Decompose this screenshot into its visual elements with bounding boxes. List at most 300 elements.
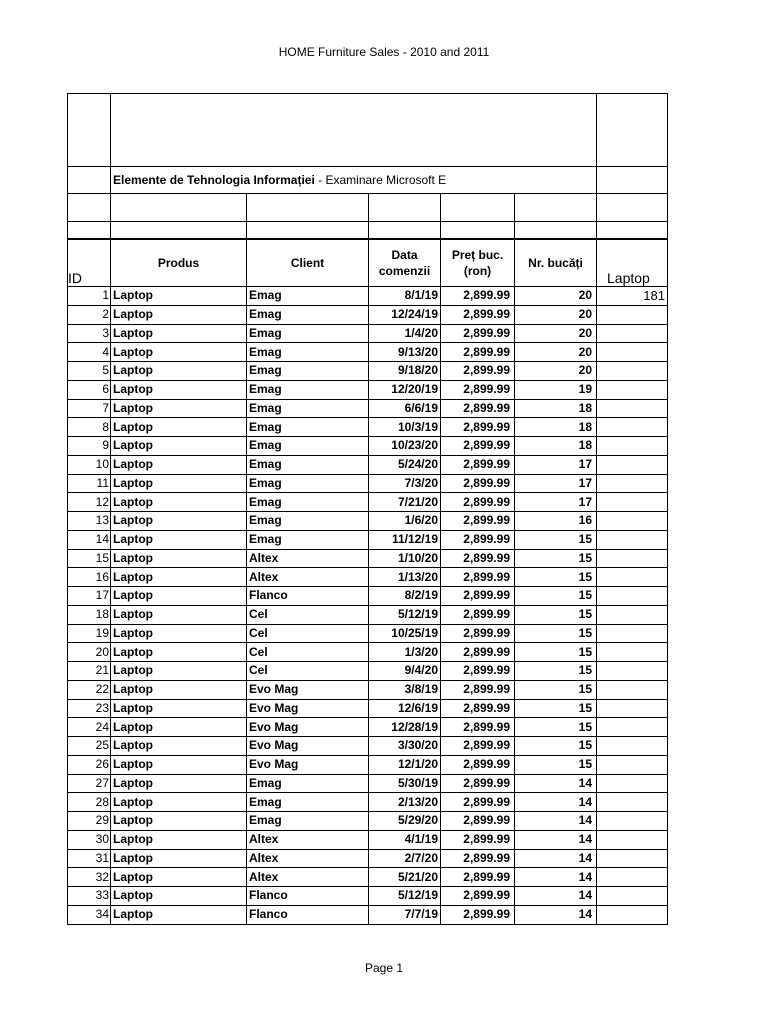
row-product: Laptop xyxy=(111,812,247,831)
row-product: Laptop xyxy=(111,530,247,549)
row-qty: 17 xyxy=(515,474,597,493)
row-extra xyxy=(597,530,668,549)
row-id: 23 xyxy=(68,699,111,718)
row-client: Emag xyxy=(247,305,369,324)
row-client: Evo Mag xyxy=(247,718,369,737)
row-qty: 15 xyxy=(515,530,597,549)
row-client: Cel xyxy=(247,624,369,643)
row-date: 11/12/19 xyxy=(369,530,441,549)
row-extra xyxy=(597,399,668,418)
table-row xyxy=(68,418,668,437)
row-id: 17 xyxy=(68,587,111,606)
row-extra: 181 xyxy=(597,287,668,306)
row-qty: 14 xyxy=(515,830,597,849)
column-header-client: Client xyxy=(247,239,369,287)
row-extra xyxy=(597,362,668,381)
table-row xyxy=(68,605,668,624)
row-client: Altex xyxy=(247,849,369,868)
row-date: 5/12/19 xyxy=(369,887,441,906)
row-client: Cel xyxy=(247,605,369,624)
row-qty: 14 xyxy=(515,774,597,793)
row-client: Flanco xyxy=(247,587,369,606)
row-id: 21 xyxy=(68,662,111,681)
row-price: 2,899.99 xyxy=(441,699,515,718)
row-price: 2,899.99 xyxy=(441,812,515,831)
cell xyxy=(111,222,247,239)
table-row xyxy=(68,343,668,362)
row-extra xyxy=(597,905,668,924)
row-qty: 14 xyxy=(515,905,597,924)
cell xyxy=(247,222,369,239)
row-product: Laptop xyxy=(111,455,247,474)
row-id: 14 xyxy=(68,530,111,549)
table-row xyxy=(68,568,668,587)
row-date: 3/30/20 xyxy=(369,737,441,756)
row-price: 2,899.99 xyxy=(441,343,515,362)
row-product: Laptop xyxy=(111,324,247,343)
row-extra xyxy=(597,343,668,362)
row-date: 9/13/20 xyxy=(369,343,441,362)
table-row xyxy=(68,587,668,606)
row-price: 2,899.99 xyxy=(441,868,515,887)
row-product: Laptop xyxy=(111,887,247,906)
row-client: Emag xyxy=(247,418,369,437)
row-product: Laptop xyxy=(111,287,247,306)
row-date: 7/21/20 xyxy=(369,493,441,512)
row-qty: 18 xyxy=(515,399,597,418)
row-id: 29 xyxy=(68,812,111,831)
row-date: 10/25/19 xyxy=(369,624,441,643)
cell xyxy=(597,194,668,222)
row-date: 8/1/19 xyxy=(369,287,441,306)
row-client: Altex xyxy=(247,568,369,587)
table-row xyxy=(68,380,668,399)
row-extra xyxy=(597,643,668,662)
table-row xyxy=(68,774,668,793)
row-date: 5/24/20 xyxy=(369,455,441,474)
row-product: Laptop xyxy=(111,774,247,793)
row-id: 8 xyxy=(68,418,111,437)
row-price: 2,899.99 xyxy=(441,399,515,418)
row-extra xyxy=(597,512,668,531)
page-footer: Page 1 xyxy=(364,961,404,975)
row-id: 18 xyxy=(68,605,111,624)
row-client: Flanco xyxy=(247,905,369,924)
row-extra xyxy=(597,305,668,324)
cell xyxy=(68,222,111,239)
row-id: 12 xyxy=(68,493,111,512)
row-extra xyxy=(597,605,668,624)
row-price: 2,899.99 xyxy=(441,718,515,737)
cell xyxy=(597,167,668,194)
row-price: 2,899.99 xyxy=(441,380,515,399)
table-row xyxy=(68,512,668,531)
table-row xyxy=(68,437,668,456)
row-price: 2,899.99 xyxy=(441,437,515,456)
row-qty: 14 xyxy=(515,793,597,812)
row-extra xyxy=(597,324,668,343)
row-product: Laptop xyxy=(111,399,247,418)
row-product: Laptop xyxy=(111,343,247,362)
row-client: Evo Mag xyxy=(247,699,369,718)
row-date: 4/1/19 xyxy=(369,830,441,849)
row-product: Laptop xyxy=(111,905,247,924)
row-date: 1/3/20 xyxy=(369,643,441,662)
row-date: 8/2/19 xyxy=(369,587,441,606)
row-client: Emag xyxy=(247,474,369,493)
row-product: Laptop xyxy=(111,380,247,399)
row-price: 2,899.99 xyxy=(441,549,515,568)
row-qty: 15 xyxy=(515,699,597,718)
table-row xyxy=(68,849,668,868)
row-id: 7 xyxy=(68,399,111,418)
row-product: Laptop xyxy=(111,587,247,606)
row-extra xyxy=(597,830,668,849)
row-product: Laptop xyxy=(111,699,247,718)
row-extra xyxy=(597,380,668,399)
row-product: Laptop xyxy=(111,737,247,756)
cell xyxy=(111,194,247,222)
row-id: 6 xyxy=(68,380,111,399)
cell xyxy=(68,167,111,194)
row-extra xyxy=(597,793,668,812)
row-qty: 20 xyxy=(515,362,597,381)
row-qty: 14 xyxy=(515,887,597,906)
row-client: Emag xyxy=(247,380,369,399)
row-qty: 15 xyxy=(515,568,597,587)
row-product: Laptop xyxy=(111,718,247,737)
row-extra xyxy=(597,474,668,493)
row-price: 2,899.99 xyxy=(441,493,515,512)
row-qty: 20 xyxy=(515,324,597,343)
row-extra xyxy=(597,755,668,774)
row-client: Evo Mag xyxy=(247,737,369,756)
row-extra xyxy=(597,887,668,906)
row-client: Evo Mag xyxy=(247,680,369,699)
row-client: Altex xyxy=(247,549,369,568)
row-price: 2,899.99 xyxy=(441,793,515,812)
row-qty: 15 xyxy=(515,662,597,681)
table-row xyxy=(68,662,668,681)
column-header-product: Produs xyxy=(111,239,247,287)
row-client: Flanco xyxy=(247,887,369,906)
blank-row xyxy=(68,222,668,239)
row-id: 2 xyxy=(68,305,111,324)
row-id: 24 xyxy=(68,718,111,737)
table-row xyxy=(68,868,668,887)
row-qty: 15 xyxy=(515,624,597,643)
row-extra xyxy=(597,737,668,756)
row-extra xyxy=(597,662,668,681)
title-bold-part: Elemente de Tehnologia Informației xyxy=(113,172,315,187)
row-client: Emag xyxy=(247,362,369,381)
table-row xyxy=(68,793,668,812)
row-qty: 15 xyxy=(515,587,597,606)
row-qty: 20 xyxy=(515,287,597,306)
title-rest-part: - Examinare Microsoft E xyxy=(314,172,447,187)
row-qty: 14 xyxy=(515,812,597,831)
row-id: 27 xyxy=(68,774,111,793)
table-row xyxy=(68,830,668,849)
row-client: Evo Mag xyxy=(247,755,369,774)
row-product: Laptop xyxy=(111,830,247,849)
row-qty: 14 xyxy=(515,849,597,868)
column-header-price: Preț buc. (ron) xyxy=(441,239,515,287)
row-client: Emag xyxy=(247,530,369,549)
row-price: 2,899.99 xyxy=(441,287,515,306)
row-client: Emag xyxy=(247,512,369,531)
cell xyxy=(597,222,668,239)
row-date: 7/7/19 xyxy=(369,905,441,924)
row-date: 1/13/20 xyxy=(369,568,441,587)
row-date: 12/28/19 xyxy=(369,718,441,737)
row-client: Emag xyxy=(247,343,369,362)
row-price: 2,899.99 xyxy=(441,737,515,756)
row-product: Laptop xyxy=(111,568,247,587)
row-price: 2,899.99 xyxy=(441,418,515,437)
blank-row xyxy=(68,194,668,222)
row-qty: 15 xyxy=(515,605,597,624)
title-row xyxy=(68,167,668,194)
table-row xyxy=(68,549,668,568)
row-extra xyxy=(597,493,668,512)
row-id: 10 xyxy=(68,455,111,474)
row-client: Emag xyxy=(247,324,369,343)
row-extra xyxy=(597,418,668,437)
row-qty: 15 xyxy=(515,755,597,774)
row-id: 15 xyxy=(68,549,111,568)
row-extra xyxy=(597,868,668,887)
row-id: 4 xyxy=(68,343,111,362)
row-date: 5/12/19 xyxy=(369,605,441,624)
row-client: Cel xyxy=(247,662,369,681)
row-price: 2,899.99 xyxy=(441,568,515,587)
row-date: 12/6/19 xyxy=(369,699,441,718)
table-row xyxy=(68,624,668,643)
row-price: 2,899.99 xyxy=(441,455,515,474)
row-date: 5/29/20 xyxy=(369,812,441,831)
row-id: 9 xyxy=(68,437,111,456)
row-price: 2,899.99 xyxy=(441,624,515,643)
row-client: Altex xyxy=(247,830,369,849)
row-id: 30 xyxy=(68,830,111,849)
row-product: Laptop xyxy=(111,512,247,531)
row-date: 1/10/20 xyxy=(369,549,441,568)
row-date: 12/20/19 xyxy=(369,380,441,399)
row-id: 16 xyxy=(68,568,111,587)
table-row xyxy=(68,812,668,831)
row-extra xyxy=(597,587,668,606)
row-product: Laptop xyxy=(111,793,247,812)
spreadsheet xyxy=(67,93,667,922)
table-row xyxy=(68,455,668,474)
row-product: Laptop xyxy=(111,624,247,643)
row-product: Laptop xyxy=(111,549,247,568)
row-client: Emag xyxy=(247,493,369,512)
table-row xyxy=(68,399,668,418)
table-row xyxy=(68,530,668,549)
table-row xyxy=(68,718,668,737)
row-product: Laptop xyxy=(111,643,247,662)
row-price: 2,899.99 xyxy=(441,305,515,324)
column-header-extra: Laptop xyxy=(597,239,668,287)
row-date: 1/4/20 xyxy=(369,324,441,343)
table-row xyxy=(68,362,668,381)
row-qty: 15 xyxy=(515,643,597,662)
row-product: Laptop xyxy=(111,755,247,774)
row-qty: 18 xyxy=(515,418,597,437)
row-client: Emag xyxy=(247,287,369,306)
row-price: 2,899.99 xyxy=(441,774,515,793)
row-extra xyxy=(597,568,668,587)
row-client: Emag xyxy=(247,437,369,456)
cell xyxy=(441,194,515,222)
table-row xyxy=(68,887,668,906)
table-row xyxy=(68,643,668,662)
row-date: 5/30/19 xyxy=(369,774,441,793)
row-product: Laptop xyxy=(111,474,247,493)
row-qty: 15 xyxy=(515,737,597,756)
row-id: 3 xyxy=(68,324,111,343)
row-product: Laptop xyxy=(111,362,247,381)
column-header-row xyxy=(68,239,668,287)
row-date: 5/21/20 xyxy=(369,868,441,887)
sales-table xyxy=(67,93,668,925)
row-price: 2,899.99 xyxy=(441,755,515,774)
row-id: 26 xyxy=(68,755,111,774)
row-qty: 20 xyxy=(515,343,597,362)
row-product: Laptop xyxy=(111,605,247,624)
column-header-id: ID xyxy=(68,239,111,287)
row-date: 2/7/20 xyxy=(369,849,441,868)
row-id: 5 xyxy=(68,362,111,381)
row-date: 12/24/19 xyxy=(369,305,441,324)
row-date: 10/23/20 xyxy=(369,437,441,456)
row-extra xyxy=(597,718,668,737)
row-date: 10/3/19 xyxy=(369,418,441,437)
row-product: Laptop xyxy=(111,849,247,868)
row-date: 12/1/20 xyxy=(369,755,441,774)
cell xyxy=(247,194,369,222)
row-id: 20 xyxy=(68,643,111,662)
row-price: 2,899.99 xyxy=(441,512,515,531)
row-price: 2,899.99 xyxy=(441,605,515,624)
page-header: HOME Furniture Sales - 2010 and 2011 xyxy=(278,45,490,59)
row-date: 7/3/20 xyxy=(369,474,441,493)
row-price: 2,899.99 xyxy=(441,680,515,699)
row-client: Emag xyxy=(247,455,369,474)
cell xyxy=(369,194,441,222)
sheet-title xyxy=(111,167,597,194)
row-price: 2,899.99 xyxy=(441,662,515,681)
row-extra xyxy=(597,437,668,456)
table-row xyxy=(68,305,668,324)
row-client: Emag xyxy=(247,399,369,418)
row-id: 32 xyxy=(68,868,111,887)
row-qty: 17 xyxy=(515,455,597,474)
row-price: 2,899.99 xyxy=(441,362,515,381)
row-product: Laptop xyxy=(111,437,247,456)
row-qty: 17 xyxy=(515,493,597,512)
row-extra xyxy=(597,455,668,474)
row-price: 2,899.99 xyxy=(441,474,515,493)
table-row xyxy=(68,755,668,774)
row-qty: 14 xyxy=(515,868,597,887)
cell xyxy=(111,94,597,167)
column-header-qty: Nr. bucăți xyxy=(515,239,597,287)
row-price: 2,899.99 xyxy=(441,905,515,924)
row-qty: 15 xyxy=(515,549,597,568)
cell xyxy=(515,194,597,222)
row-product: Laptop xyxy=(111,868,247,887)
row-price: 2,899.99 xyxy=(441,643,515,662)
row-qty: 18 xyxy=(515,437,597,456)
table-row xyxy=(68,680,668,699)
table-row xyxy=(68,699,668,718)
row-client: Emag xyxy=(247,812,369,831)
row-client: Altex xyxy=(247,868,369,887)
row-extra xyxy=(597,849,668,868)
row-product: Laptop xyxy=(111,662,247,681)
table-row xyxy=(68,493,668,512)
row-id: 34 xyxy=(68,905,111,924)
cell xyxy=(369,222,441,239)
row-product: Laptop xyxy=(111,418,247,437)
row-id: 31 xyxy=(68,849,111,868)
row-id: 28 xyxy=(68,793,111,812)
row-client: Cel xyxy=(247,643,369,662)
table-row xyxy=(68,737,668,756)
row-extra xyxy=(597,812,668,831)
row-qty: 15 xyxy=(515,680,597,699)
row-id: 11 xyxy=(68,474,111,493)
row-extra xyxy=(597,774,668,793)
row-product: Laptop xyxy=(111,493,247,512)
table-row xyxy=(68,324,668,343)
row-id: 1 xyxy=(68,287,111,306)
row-client: Emag xyxy=(247,793,369,812)
row-price: 2,899.99 xyxy=(441,830,515,849)
row-date: 2/13/20 xyxy=(369,793,441,812)
row-price: 2,899.99 xyxy=(441,324,515,343)
row-qty: 16 xyxy=(515,512,597,531)
row-id: 22 xyxy=(68,680,111,699)
cell xyxy=(597,94,668,167)
cell xyxy=(68,94,111,167)
cell xyxy=(68,194,111,222)
row-price: 2,899.99 xyxy=(441,849,515,868)
table-row xyxy=(68,905,668,924)
row-date: 6/6/19 xyxy=(369,399,441,418)
row-qty: 20 xyxy=(515,305,597,324)
row-extra xyxy=(597,699,668,718)
row-id: 33 xyxy=(68,887,111,906)
row-id: 25 xyxy=(68,737,111,756)
table-row xyxy=(68,287,668,306)
row-product: Laptop xyxy=(111,305,247,324)
row-qty: 15 xyxy=(515,718,597,737)
blank-row-top xyxy=(68,94,668,167)
row-price: 2,899.99 xyxy=(441,887,515,906)
column-header-date: Data comenzii xyxy=(369,239,441,287)
row-product: Laptop xyxy=(111,680,247,699)
row-extra xyxy=(597,680,668,699)
row-date: 9/4/20 xyxy=(369,662,441,681)
row-qty: 19 xyxy=(515,380,597,399)
row-date: 9/18/20 xyxy=(369,362,441,381)
row-extra xyxy=(597,549,668,568)
cell xyxy=(441,222,515,239)
